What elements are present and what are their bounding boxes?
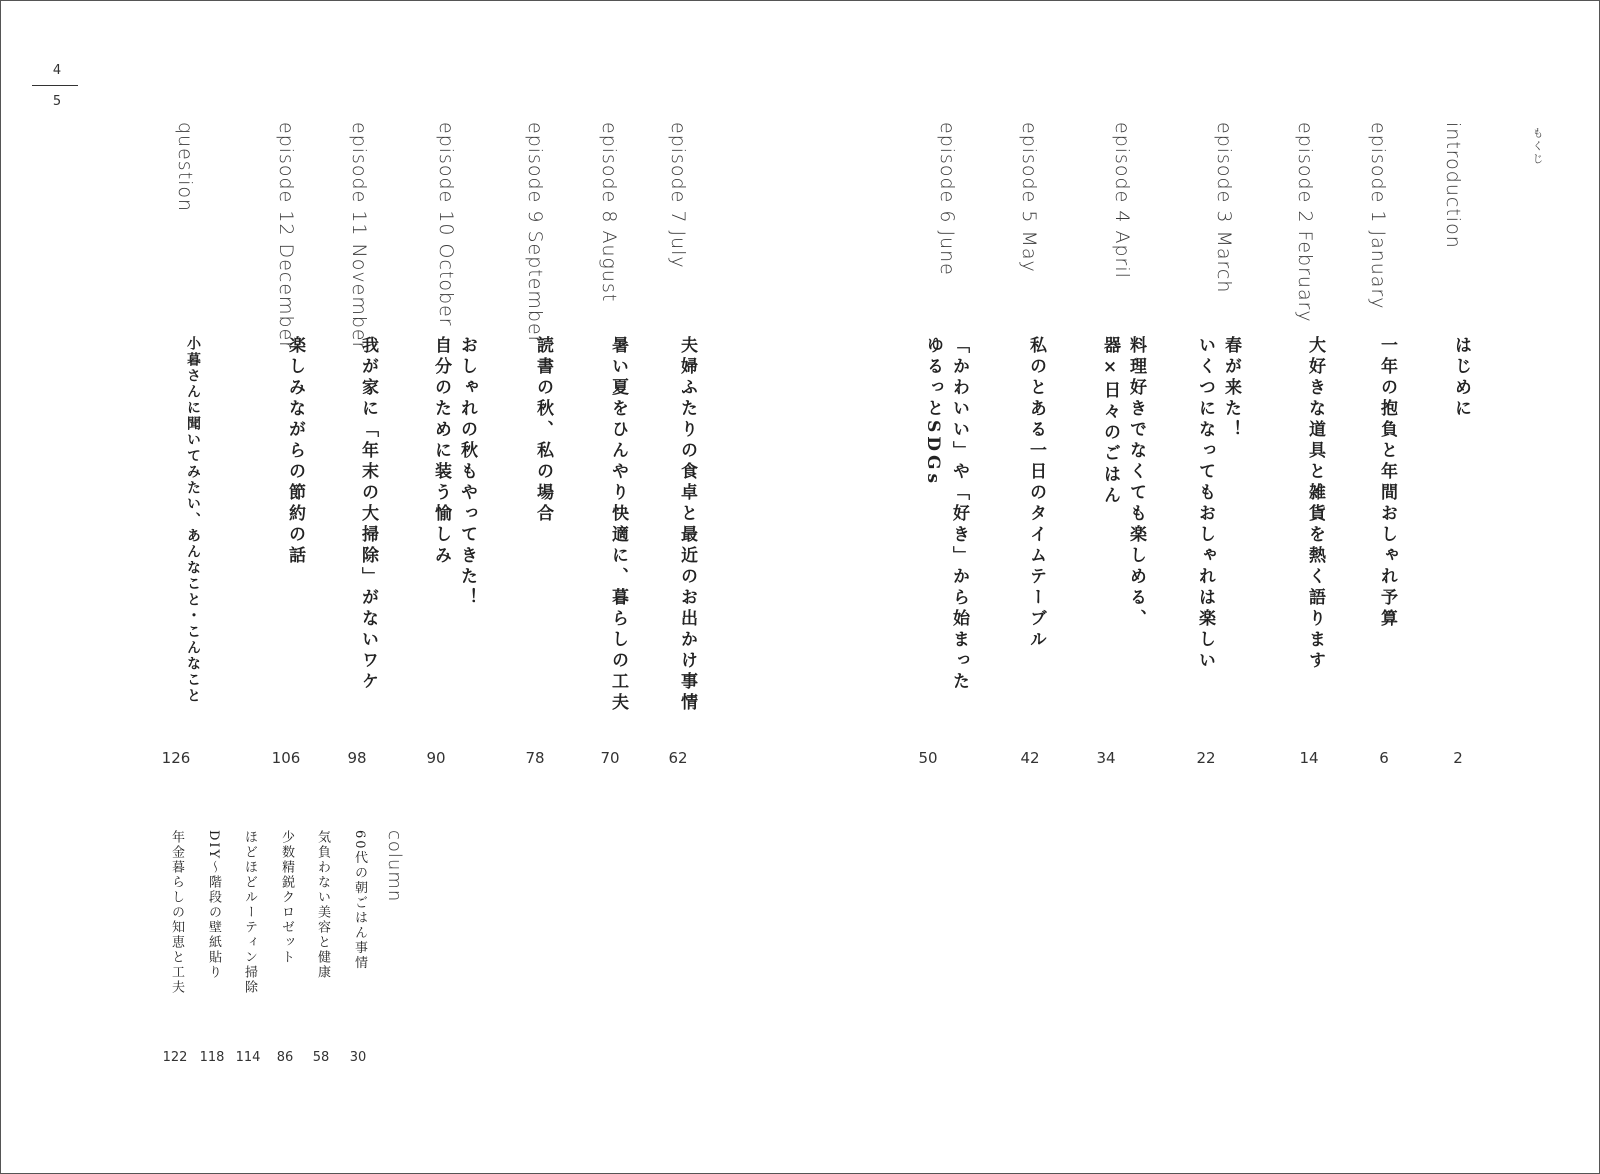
- entry-label-episode-2: episode 2 February: [1294, 122, 1316, 323]
- entry-title-episode-1: 一年の抱負と年間おしゃれ予算: [1377, 336, 1397, 630]
- entry-title-episode-6-line-1: 「かわいい」や「好き」から始まった: [949, 336, 969, 693]
- entry-page-episode-4: 34: [1096, 749, 1116, 767]
- entry-page-episode-3: 22: [1196, 749, 1216, 767]
- entry-title-introduction: はじめに: [1451, 336, 1471, 420]
- entry-label-episode-1: episode 1 January: [1367, 122, 1389, 310]
- entry-page-episode-12: 106: [271, 749, 301, 767]
- entry-label-episode-10: episode 10 October: [435, 122, 457, 327]
- column-item-page: 86: [276, 1050, 294, 1065]
- entry-label-introduction: introduction: [1442, 122, 1464, 249]
- entry-page-episode-5: 42: [1020, 749, 1040, 767]
- entry-title-episode-3-line-2: いくつになってもおしゃれは楽しい: [1195, 336, 1215, 672]
- contents-heading: もくじ: [1531, 127, 1544, 166]
- entry-label-question: question: [174, 122, 196, 213]
- entry-label-episode-11: episode 11 November: [348, 122, 370, 351]
- column-item-page: 118: [199, 1050, 225, 1065]
- column-item-title: DIY〜階段の壁紙貼り: [206, 830, 221, 981]
- column-item-page: 58: [312, 1050, 330, 1065]
- column-item-title: 少数精鋭クロゼット: [279, 830, 294, 965]
- entry-title-episode-12: 楽しみながらの節約の話: [285, 336, 305, 567]
- column-item-title: 年金暮らしの知恵と工夫: [169, 830, 184, 995]
- entry-title-question: 小暮さんに聞いてみたい、あんなこと・こんなこと: [185, 336, 201, 704]
- entry-title-episode-9: 読書の秋、私の場合: [533, 336, 553, 525]
- column-item-page: 122: [162, 1050, 188, 1065]
- entry-page-episode-6: 50: [918, 749, 938, 767]
- entry-page-episode-1: 6: [1379, 749, 1389, 767]
- column-item-page: 114: [235, 1050, 261, 1065]
- column-item-title: 気負わない美容と健康: [315, 830, 330, 980]
- column-item-title: ほどほどルーティン掃除: [242, 830, 257, 995]
- entry-label-episode-12: episode 12 December: [275, 122, 297, 351]
- entry-page-episode-10: 90: [426, 749, 446, 767]
- entry-title-episode-5: 私のとある一日のタイムテーブル: [1026, 336, 1046, 651]
- entry-label-episode-5: episode 5 May: [1018, 122, 1040, 273]
- entry-page-episode-9: 78: [525, 749, 545, 767]
- page-number-right: 5: [52, 94, 62, 109]
- entry-title-episode-4-line-2: 器×日々のごはん: [1100, 336, 1120, 507]
- entry-label-episode-4: episode 4 April: [1111, 122, 1133, 279]
- page-number-divider: [32, 85, 78, 86]
- entry-title-episode-7: 夫婦ふたりの食卓と最近のお出かけ事情: [677, 336, 697, 714]
- entry-page-episode-7: 62: [668, 749, 688, 767]
- entry-title-episode-6-line-2: ゆるっとSDGs: [923, 336, 943, 488]
- entry-title-episode-10-line-1: おしゃれの秋もやってきた！: [457, 336, 477, 609]
- entry-title-episode-2: 大好きな道具と雑貨を熱く語ります: [1305, 336, 1325, 672]
- page-number-left: 4: [52, 63, 62, 78]
- entry-page-question: 126: [161, 749, 191, 767]
- entry-label-episode-6: episode 6 June: [936, 122, 958, 276]
- entry-label-episode-9: episode 9 September: [524, 122, 546, 345]
- entry-page-episode-8: 70: [600, 749, 620, 767]
- entry-label-episode-7: episode 7 July: [667, 122, 689, 269]
- entry-page-episode-11: 98: [347, 749, 367, 767]
- entry-title-episode-4-line-1: 料理好きでなくても楽しめる、: [1126, 336, 1146, 630]
- entry-title-episode-8: 暑い夏をひんやり快適に、暮らしの工夫: [608, 336, 628, 714]
- entry-page-episode-2: 14: [1299, 749, 1319, 767]
- entry-page-introduction: 2: [1453, 749, 1463, 767]
- entry-title-episode-11: 我が家に「年末の大掃除」がないワケ: [358, 336, 378, 693]
- entry-title-episode-10-line-2: 自分のために装う愉しみ: [431, 336, 451, 567]
- column-item-page: 30: [349, 1050, 367, 1065]
- column-item-title: 60代の朝ごはん事情: [352, 830, 367, 971]
- entry-label-episode-8: episode 8 August: [598, 122, 620, 303]
- entry-title-episode-3-line-1: 春が来た！: [1221, 336, 1241, 441]
- entry-label-episode-3: episode 3 March: [1213, 122, 1235, 294]
- column-heading: column: [384, 830, 405, 903]
